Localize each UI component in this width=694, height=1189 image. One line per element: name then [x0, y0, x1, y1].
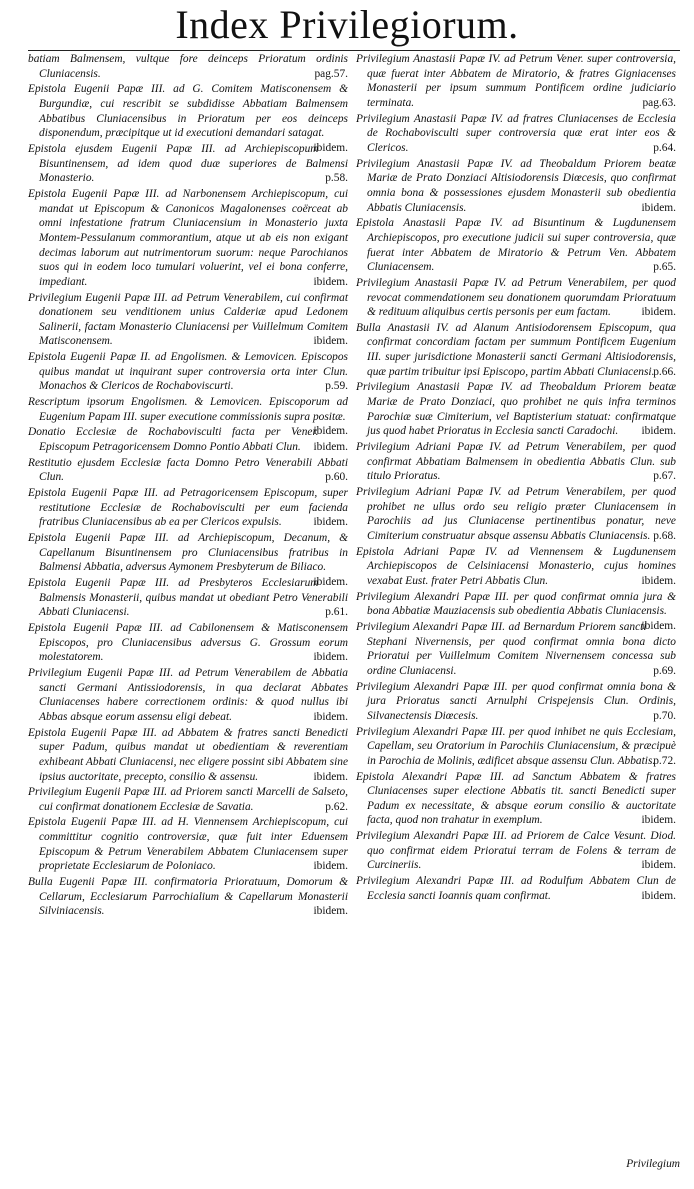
entry-text: Privilegium Anastasii Papæ IV. ad Petrum Vener. super controversia, quæ fuerat inter Abbatem de Miratorio, & fratres Gigniacenses Monasterii per ipsum summum Pontificem ordine judiciario terminata.	[356, 53, 676, 109]
index-entry	[356, 112, 676, 156]
entry-text: Epistola Eugenii Papæ III. ad Archiepiscopum, Decanum, & Capellanum Bisuntinensem pro Cluniacensibus fratribus in Balmensi Abbatia, adversus Aymonem Presbyterum de Biliaco.	[28, 532, 348, 574]
page-reference: p.72.	[653, 754, 676, 767]
page-reference: ibidem.	[641, 859, 676, 872]
index-entry	[356, 485, 676, 544]
index-entry	[28, 187, 348, 290]
entry-text: Epistola Alexandri Papæ III. ad Sanctum Abbatem & fratres Cluniacenses super electione Abbatis tit. sancti Benedicti super Padum ex necessitate, & absque eorum consilio & auctoritate facta, quod non trahatur in exemplum.	[356, 770, 676, 827]
index-entry	[28, 815, 348, 874]
entry-text: Donatio Ecclesiæ de Rochabovisculti facta per Vener. Episcopum Petragoricensem Domno Pontio Abbati Clun.	[28, 426, 319, 454]
index-entry	[28, 82, 348, 154]
entry-text: Epistola Eugenii Papæ III. ad G. Comitem Matisconensem & Burgundiæ, cui rescribit se subdidisse Abbatiam Balmensem Abbatibus Cluniacensibus in Prioratum per eos deinceps disponendum, præcipitque ut id executioni demandari satagat.	[28, 83, 348, 140]
page-reference: ibidem.	[641, 201, 676, 214]
index-entry	[28, 666, 348, 725]
page-reference: ibidem.	[313, 770, 348, 783]
entry-text: Privilegium Anastasii Papæ IV. ad Petrum Venerabilem, per quod revocat commendationem seu donationem quorumdam Prioratuum & redituum aliquibus certis personis per eum factam.	[356, 276, 676, 319]
index-entry	[356, 276, 676, 320]
index-entry	[356, 680, 676, 724]
index-entry	[356, 52, 676, 111]
page-reference: ibidem.	[313, 441, 348, 454]
page-reference: p.68.	[653, 530, 676, 542]
index-entry	[28, 576, 348, 620]
page-reference: ibidem.	[641, 814, 676, 827]
index-entry	[356, 725, 676, 769]
index-entry	[28, 52, 348, 81]
entry-text: Epistola ejusdem Eugenii Papæ III. ad Archiepiscopum Bisuntinensem, ad idem quod duæ superiores de Balmensi Monasterio.	[28, 142, 348, 185]
index-entry	[28, 621, 348, 665]
page-reference: ibidem.	[313, 860, 348, 873]
page-reference: ibidem.	[313, 425, 348, 438]
index-entry	[356, 590, 676, 632]
entry-text: Privilegium Adriani Papæ IV. ad Petrum Venerabilem, per quod prohibet ne ullus ordo seu religio præter Cluniacensem in Parochiis ad jus Cluniacense pertinentibus ponatur, neve Cimiterium construatur absque assensu Abbatis Cluniacensis.	[356, 486, 676, 542]
page-reference: p.67.	[653, 470, 676, 483]
entry-text: Privilegium Eugenii Papæ III. ad Priorem sancti Marcelli de Salseto, cui confirmat donationem Ecclesiæ de Savatia.	[28, 786, 348, 813]
page-reference: p.61.	[325, 606, 348, 619]
index-entry	[356, 829, 676, 873]
left-column	[28, 52, 348, 920]
page-reference: p.69.	[653, 664, 676, 677]
entry-text: Privilegium Anastasii Papæ IV. ad Theobaldum Priorem beatæ Mariæ de Prato Donziaci, quo prohibet ne quis infra terminos Parochiæ suæ Cimiterium, vel Baptisterium statuat: confirmatque jus quod habet Prioratus in Ecclesia sancti Caradochi.	[356, 381, 676, 438]
entry-text: Privilegium Alexandri Papæ III. ad Rodulfum Abbatem Clun de Ecclesia sancti Ioannis quam confirmat.	[356, 875, 676, 902]
page-reference: p.70.	[653, 709, 676, 722]
page-title: Index Privilegiorum.	[175, 2, 519, 47]
entry-text: batiam Balmensem, vultque fore deinceps Prioratum ordinis Cluniacensis.	[28, 53, 348, 80]
entry-text: Privilegium Alexandri Papæ III. ad Priorem de Calce Vesunt. Diod. quo confirmat eidem Prioratui terram de Folens & terram de Curcineriis.	[356, 830, 676, 872]
page-reference: ibidem.	[641, 425, 676, 438]
index-entry	[356, 380, 676, 439]
entry-text: Bulla Anastasii IV. ad Alanum Antisiodorensem Episcopum, qua confirmat concordiam factam per summum Pontificem Eugenium III. super jurisdictione Monasterii sancti Germani Altisiodorensis, quæ partim tribuitur ipsi Episcopo, partim Abbati Cluniacensi.	[356, 321, 676, 378]
page-reference: ibidem.	[641, 619, 676, 632]
index-entry	[28, 726, 348, 785]
entry-text: Privilegium Eugenii Papæ III. ad Petrum Venerabilem de Abbatia sancti Germani Antissiodorensis, in qua declarat Abbates Cluniacenses habere correctionem ordinis: & quod nullus ibi Abbas absque eorum assensu eligi debeat.	[28, 666, 348, 723]
index-entry	[356, 770, 676, 829]
index-entry	[28, 531, 348, 588]
index-entry	[28, 875, 348, 919]
page-reference: pag.63.	[642, 96, 676, 109]
index-entry	[28, 456, 348, 485]
title-rule	[28, 50, 680, 51]
page-reference: ibidem.	[313, 335, 348, 348]
index-entry	[356, 545, 676, 589]
entry-text: Epistola Eugenii Papæ III. ad Abbatem & fratres sancti Benedicti super Padum, quibus mandat ut obedientiam & reverentiam exhibeant Abbati Cluniacensi, nec eligere possint sibi Abbatem sine ipsius auctoritate, precepto, consilio & assensu.	[28, 726, 348, 783]
page-reference: ibidem.	[313, 516, 348, 529]
entry-text: Privilegium Alexandri Papæ III. ad Bernardum Priorem sancti Stephani Nivernensis, per quod confirmat omnia bona dicto Prioratui per Vuillelmum Comitem Nivernensem concessa sub ordine Cluniacensi.	[356, 620, 676, 677]
index-entry	[28, 395, 348, 438]
page-reference: ibidem.	[641, 889, 676, 902]
entry-text: Restitutio ejusdem Ecclesiæ facta Domno Petro Venerabili Abbati Clun.	[28, 456, 348, 484]
entry-text: Privilegium Alexandri Papæ III. per quod inhibet ne quis Ecclesiam, Capellam, seu Oratorium in Parochiis Cluniacensium, & præcipuè in Parochia de Molinis, ædificet absque assensu Clun. Abbatis.	[356, 725, 676, 767]
index-entry	[28, 350, 348, 394]
index-entry	[356, 440, 676, 484]
page-reference: pag.57.	[314, 67, 348, 80]
entry-text: Epistola Eugenii Papæ III. ad Narbonensem Archiepiscopum, cui mandat ut Episcopum & Canonicos Magalonenses coërceat ab omni infestatione fratrum Cluniacensium in Monasterio juxta Montem-Pessulanum commorantium, atque ut ab eis non exigant decimas laborum aut nutrimentorum suorum: neque Parochianos suos qui in eodem loco tumulari voluerint, vel ei bona conferre, impediant.	[28, 187, 348, 288]
index-entry	[356, 620, 676, 679]
entry-text: Epistola Eugenii Papæ II. ad Engolismen. & Lemovicen. Episcopos quibus mandat ut inquirant super controversia orta inter Clun. Monachos & Clericos de Rochaboviscurti.	[28, 351, 348, 393]
entry-text: Epistola Anastasii Papæ IV. ad Bisuntinum & Lugdunensem Archiepiscopos, pro executione judicii sui super controversia, quæ fuerat inter Abbatem de Miratorio & Petrum Ven. Abbatem Cluniacensem.	[356, 217, 676, 274]
page-reference: ibidem.	[313, 275, 348, 288]
entry-text: Epistola Eugenii Papæ III. ad Petragoricensem Episcopum, super restitutione Ecclesiæ de Rochabovisculti per eum facienda fratribus Cluniacensibus ab ea per Clericos expulsis.	[28, 487, 348, 529]
entry-text: Rescriptum ipsorum Engolismen. & Lemovicen. Episcoporum ad Eugenium Papam III. super executione commissionis supra positæ.	[28, 396, 348, 423]
page-reference: ibidem.	[313, 575, 348, 588]
page-reference: p.64.	[653, 141, 676, 154]
entry-text: Epistola Adriani Papæ IV. ad Viennensem & Lugdunensem Archiepiscopos de Celsiniacensi Monasterio, cujus homines vexabat Eust. frater Petri Abbatis Clun.	[356, 545, 676, 587]
page-reference: p.62.	[325, 800, 348, 813]
entry-text: Epistola Eugenii Papæ III. ad H. Viennensem Archiepiscopum, cui committitur cognitio controversiæ, quæ fuit inter Eduensem Episcopum & Petrum Venerabilem Abbatem Cluniacensem super proprietate Ecclesiarum de Poloniaco.	[28, 816, 348, 873]
page-reference: p.58.	[325, 172, 348, 185]
page-reference: p.65.	[653, 261, 676, 274]
page-reference: ibidem.	[313, 651, 348, 664]
entry-text: Privilegium Alexandri Papæ III. per quod confirmat omnia jura & bona Abbatiæ Mauziacensis sub obedientia Abbatis Cluniacensis.	[356, 590, 676, 618]
page-reference: p.66.	[653, 365, 676, 378]
entry-text: Privilegium Eugenii Papæ III. ad Petrum Venerabilem, cui confirmat donationem seu venditionem unius Calderiæ apud Ledonem Salinerii, factam Monasterio Cluniacensi per Vuillelmum Comitem Matisconensem.	[28, 291, 348, 348]
index-entry	[356, 874, 676, 903]
index-entry	[28, 425, 348, 454]
entry-text: Privilegium Anastasii Papæ IV. ad Theobaldum Priorem beatæ Mariæ de Prato Donziaci Altisiodorensis Diœcesis, quo confirmat omnia bona & possessiones ejusdem Monasterii sub obedientia Abbatis Cluniacensis.	[356, 157, 676, 214]
entry-text: Epistola Eugenii Papæ III. ad Presbyteros Ecclesiarum Balmensis Monasterii, quibus mandat ut obediant Petro Venerabili Abbati Cluniacensi.	[28, 576, 348, 619]
index-entry	[28, 291, 348, 350]
page-reference: ibidem.	[641, 574, 676, 587]
right-column	[356, 52, 676, 904]
index-entry	[28, 142, 348, 186]
page-reference: ibidem.	[313, 141, 348, 154]
page-reference: ibidem.	[313, 710, 348, 723]
index-entry	[356, 157, 676, 216]
entry-text: Epistola Eugenii Papæ III. ad Cabilonensem & Matisconensem Episcopos, pro Cluniacensibus adversus G. Grossum eorum molestatorem.	[28, 621, 348, 664]
page-reference: p.60.	[325, 471, 348, 484]
index-entry	[356, 321, 676, 380]
page-reference: ibidem.	[313, 905, 348, 918]
catchword: Privilegium	[626, 1158, 680, 1170]
index-entry	[356, 216, 676, 275]
entry-text: Privilegium Anastasii Papæ IV. ad fratres Cluniacenses de Ecclesia de Rochabovisculti super controversia quæ erat inter eos & Clericos.	[356, 112, 676, 154]
page-reference: ibidem.	[641, 306, 676, 319]
entry-text: Privilegium Alexandri Papæ III. per quod confirmat omnia bona & jura Prioratus sancti Arnulphi Crispejensis Clun. Ordinis, Silvanectensis Diœcesis.	[356, 680, 676, 722]
index-entry	[28, 486, 348, 530]
entry-text: Bulla Eugenii Papæ III. confirmatoria Prioratuum, Domorum & Cellarum, Ecclesiarum Parrochialium & Capellarum Monasterii Silviniacensis.	[28, 876, 348, 918]
page-reference: p.59.	[325, 380, 348, 393]
entry-text: Privilegium Adriani Papæ IV. ad Petrum Venerabilem, per quod confirmat Abbatiam Balmensem in obedientia Abbatis Clun. sub titulo Prioratus.	[356, 441, 676, 483]
index-entry	[28, 785, 348, 814]
